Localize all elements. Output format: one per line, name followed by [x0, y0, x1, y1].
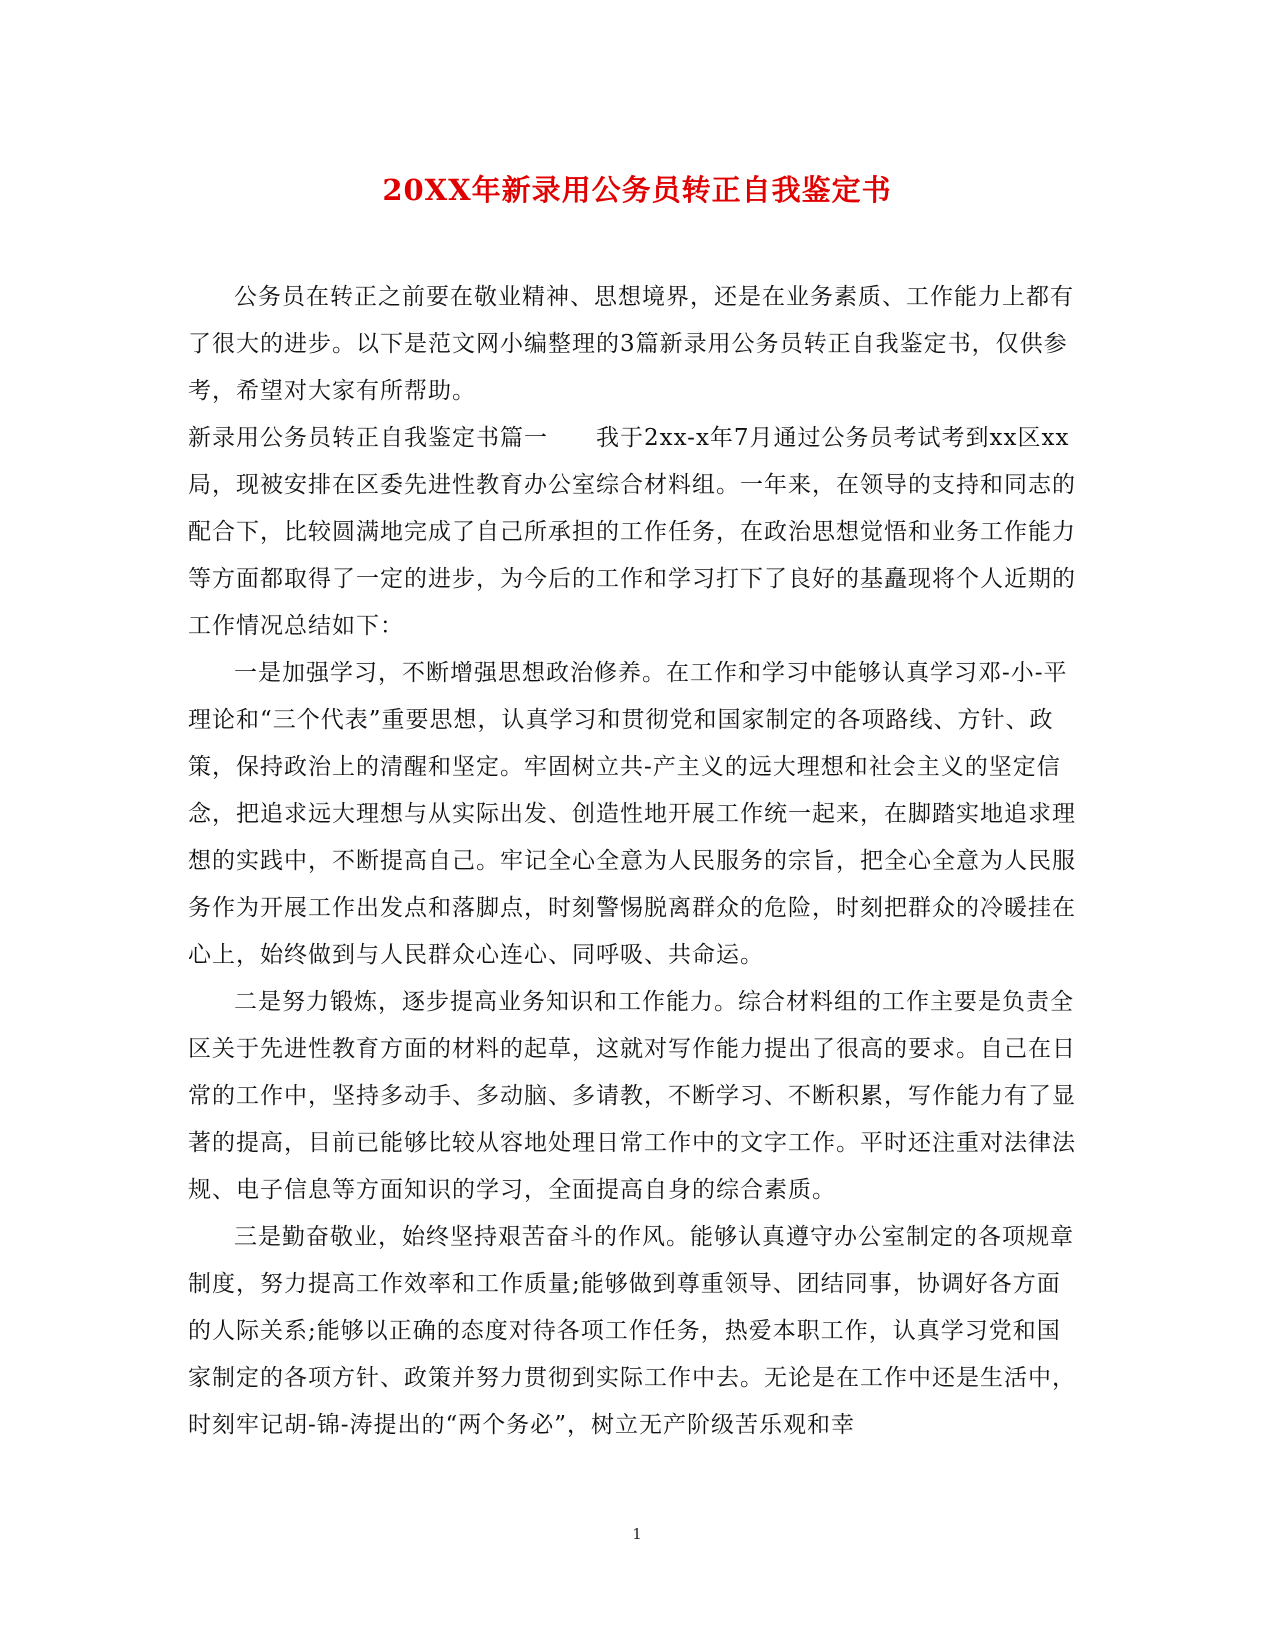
- point-three-paragraph: 三是勤奋敬业，始终坚持艰苦奋斗的作风。能够认真遵守办公室制定的各项规章制度，努力提高工作效率和工作质量;能够做到尊重领导、团结同事，协调好各方面的人际关系;能够以正确的态度对待各项工作任务，热爱本职工作，认真学习党和国家制定的各项方针、政策并努力贯彻到实际工作中去。无论是在工作中还是生活中，时刻牢记胡-锦-涛提出的“两个务必”，树立无产阶级苦乐观和幸: [188, 1224, 1076, 1438]
- page-number: 1: [632, 1525, 642, 1543]
- document-title: 20XX年新录用公务员转正自我鉴定书: [382, 173, 892, 207]
- document-body: [188, 274, 1076, 1449]
- point-two-paragraph: 二是努力锻炼，逐步提高业务知识和工作能力。综合材料组的工作主要是负责全区关于先进性教育方面的材料的起草，这就对写作能力提出了很高的要求。自己在日常的工作中，坚持多动手、多动脑、多请教，不断学习、不断积累，写作能力有了显著的提高，目前已能够比较从容地处理日常工作中的文字工作。平时还注重对法律法规、电子信息等方面知识的学习，全面提高自身的综合素质。: [188, 989, 1076, 1203]
- section-one-paragraph: 新录用公务员转正自我鉴定书篇一 我于2xx-x年7月通过公务员考试考到xx区xx局，现被安排在区委先进性教育办公室综合材料组。一年来，在领导的支持和同志的配合下，比较圆满地完成了自己所承担的工作任务，在政治思想觉悟和业务工作能力等方面都取得了一定的进步，为今后的工作和学习打下了良好的基矗现将个人近期的工作情况总结如下：: [188, 425, 1076, 639]
- intro-paragraph: 公务员在转正之前要在敬业精神、思想境界，还是在业务素质、工作能力上都有了很大的进步。以下是范文网小编整理的3篇新录用公务员转正自我鉴定书，仅供参考，希望对大家有所帮助。: [188, 284, 1074, 404]
- point-one-paragraph: 一是加强学习，不断增强思想政治修养。在工作和学习中能够认真学习邓-小-平理论和“三个代表”重要思想，认真学习和贯彻党和国家制定的各项路线、方针、政策，保持政治上的清醒和坚定。牢固树立共-产主义的远大理想和社会主义的坚定信念，把追求远大理想与从实际出发、创造性地开展工作统一起来，在脚踏实地追求理想的实践中，不断提高自己。牢记全心全意为人民服务的宗旨，把全心全意为人民服务作为开展工作出发点和落脚点，时刻警惕脱离群众的危险，时刻把群众的冷暖挂在心上，始终做到与人民群众心连心、同呼吸、共命运。: [188, 660, 1076, 968]
